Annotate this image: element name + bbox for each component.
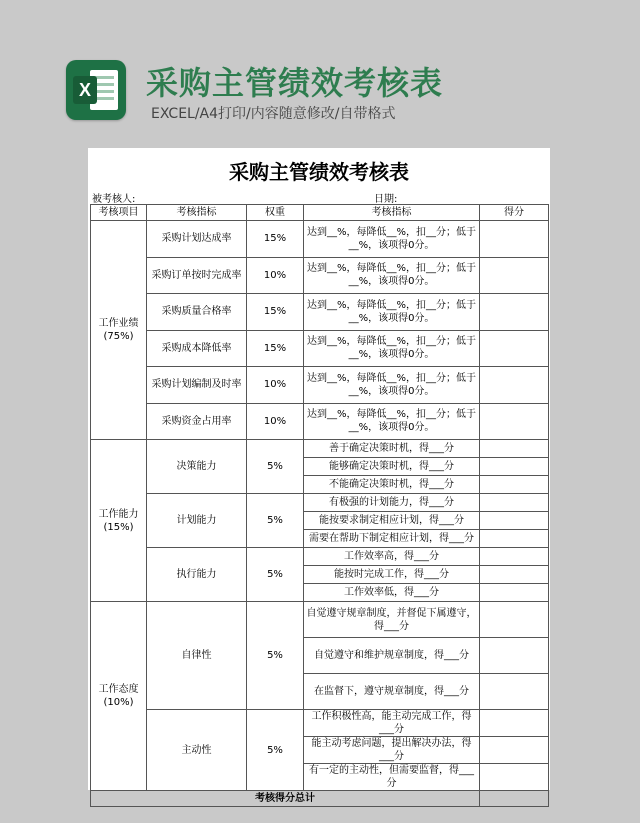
- score-cell[interactable]: [480, 512, 549, 530]
- score-cell[interactable]: [480, 367, 549, 404]
- score-cell[interactable]: [480, 764, 549, 791]
- indicator-cell: 采购订单按时完成率: [147, 257, 247, 294]
- weight-cell: 15%: [247, 221, 304, 258]
- standard-cell: 有极强的计划能力，得___分: [304, 494, 480, 512]
- indicator-cell: 采购资金占用率: [147, 403, 247, 440]
- indicator-cell: 采购计划编制及时率: [147, 367, 247, 404]
- standard-cell: 能按时完成工作，得___分: [304, 566, 480, 584]
- total-label-cell: 考核得分总计: [91, 791, 480, 807]
- banner-title: 采购主管绩效考核表: [146, 64, 444, 102]
- indicator-cell: 采购计划达成率: [147, 221, 247, 258]
- table-row: [91, 548, 549, 566]
- table-row: [91, 367, 549, 404]
- indicator-cell: 决策能力: [147, 440, 247, 494]
- score-cell[interactable]: [480, 530, 549, 548]
- total-row: [91, 791, 549, 807]
- header-cell: 考核项目: [91, 205, 147, 221]
- standard-cell: 自觉遵守和维护规章制度，得___分: [304, 638, 480, 674]
- indicator-cell: 自律性: [147, 602, 247, 710]
- section-name-cell: 工作能力 (15%): [91, 440, 147, 602]
- evaluatee-label: 被考核人:: [92, 194, 136, 205]
- score-cell[interactable]: [480, 403, 549, 440]
- standard-cell: 不能确定决策时机，得___分: [304, 476, 480, 494]
- standard-cell: 达到__%，每降低__%，扣__分；低于__%，该项得0分。: [304, 330, 480, 367]
- header-cell: 考核指标: [304, 205, 480, 221]
- indicator-cell: 执行能力: [147, 548, 247, 602]
- score-cell[interactable]: [480, 566, 549, 584]
- table-row: [91, 403, 549, 440]
- header-cell: 考核指标: [147, 205, 247, 221]
- indicator-cell: 采购成本降低率: [147, 330, 247, 367]
- section-name-cell: 工作态度 (10%): [91, 602, 147, 791]
- standard-cell: 能按要求制定相应计划，得___分: [304, 512, 480, 530]
- table-row: [91, 221, 549, 258]
- banner-subtitle: EXCEL/A4打印/内容随意修改/自带格式: [151, 106, 396, 122]
- table-row: [91, 440, 549, 458]
- indicator-cell: 采购质量合格率: [147, 294, 247, 331]
- weight-cell: 15%: [247, 294, 304, 331]
- table-row: [91, 257, 549, 294]
- header-row: [91, 205, 549, 221]
- score-cell[interactable]: [480, 638, 549, 674]
- date-label: 日期:: [374, 194, 398, 205]
- score-cell[interactable]: [480, 494, 549, 512]
- weight-cell: 5%: [247, 494, 304, 548]
- standard-cell: 工作效率低，得___分: [304, 584, 480, 602]
- top-banner: [0, 0, 640, 140]
- score-cell[interactable]: [480, 221, 549, 258]
- indicator-cell: 主动性: [147, 710, 247, 791]
- table-row: [91, 710, 549, 737]
- standard-cell: 善于确定决策时机，得___分: [304, 440, 480, 458]
- score-cell[interactable]: [480, 257, 549, 294]
- excel-badge: X: [73, 76, 97, 104]
- weight-cell: 15%: [247, 330, 304, 367]
- standard-cell: 达到__%，每降低__%，扣__分；低于__%，该项得0分。: [304, 294, 480, 331]
- standard-cell: 需要在帮助下制定相应计划，得___分: [304, 530, 480, 548]
- score-cell[interactable]: [480, 330, 549, 367]
- score-cell[interactable]: [480, 710, 549, 737]
- standard-cell: 在监督下，遵守规章制度，得___分: [304, 674, 480, 710]
- weight-cell: 10%: [247, 257, 304, 294]
- document-page: [88, 148, 550, 804]
- score-cell[interactable]: [480, 674, 549, 710]
- score-cell[interactable]: [480, 737, 549, 764]
- section-name-cell: 工作业绩 (75%): [91, 221, 147, 440]
- table-row: [91, 330, 549, 367]
- weight-cell: 5%: [247, 440, 304, 494]
- weight-cell: 5%: [247, 710, 304, 791]
- document-title: 采购主管绩效考核表: [229, 160, 409, 184]
- weight-cell: 10%: [247, 403, 304, 440]
- weight-cell: 5%: [247, 548, 304, 602]
- indicator-cell: 计划能力: [147, 494, 247, 548]
- standard-cell: 能够确定决策时机，得___分: [304, 458, 480, 476]
- standard-cell: 工作效率高，得___分: [304, 548, 480, 566]
- weight-cell: 10%: [247, 367, 304, 404]
- standard-cell: 能主动考虑问题，提出解决办法，得___分: [304, 737, 480, 764]
- evaluation-table-body: [91, 205, 549, 807]
- score-cell[interactable]: [480, 458, 549, 476]
- table-row: [91, 294, 549, 331]
- score-cell[interactable]: [480, 548, 549, 566]
- standard-cell: 自觉遵守规章制度，并督促下属遵守，得___分: [304, 602, 480, 638]
- standard-cell: 有一定的主动性，但需要监督，得___分: [304, 764, 480, 791]
- header-cell: 得分: [480, 205, 549, 221]
- standard-cell: 达到__%，每降低__%，扣__分；低于__%，该项得0分。: [304, 403, 480, 440]
- score-cell[interactable]: [480, 791, 549, 807]
- standard-cell: 工作积极性高，能主动完成工作，得___分: [304, 710, 480, 737]
- standard-cell: 达到__%，每降低__%，扣__分；低于__%，该项得0分。: [304, 367, 480, 404]
- score-cell[interactable]: [480, 440, 549, 458]
- table-row: [91, 494, 549, 512]
- standard-cell: 达到__%，每降低__%，扣__分；低于__%，该项得0分。: [304, 257, 480, 294]
- standard-cell: 达到__%，每降低__%，扣__分；低于__%，该项得0分。: [304, 221, 480, 258]
- score-cell[interactable]: [480, 294, 549, 331]
- header-cell: 权重: [247, 205, 304, 221]
- score-cell[interactable]: [480, 584, 549, 602]
- evaluation-table: [90, 204, 549, 807]
- excel-icon: [66, 60, 126, 120]
- score-cell[interactable]: [480, 476, 549, 494]
- score-cell[interactable]: [480, 602, 549, 638]
- weight-cell: 5%: [247, 602, 304, 710]
- table-row: [91, 602, 549, 638]
